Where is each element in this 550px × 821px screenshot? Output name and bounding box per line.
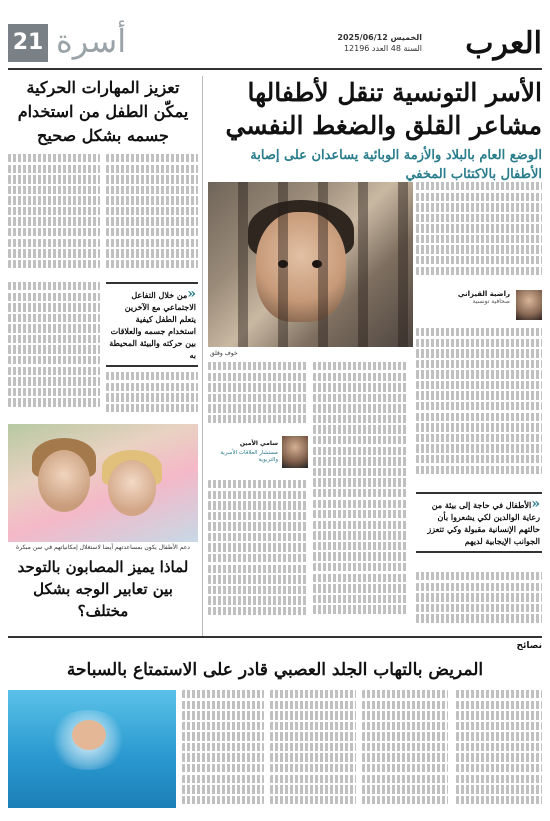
tips-bar — [8, 636, 542, 656]
expert-role: مستشار العلاقات الأسرية والتربوية — [220, 450, 278, 463]
expert-name: سامي الأمين — [239, 440, 278, 447]
left-article-title: تعزيز المهارات الحركية يمكّن الطفل من استخدام جسمه بشكل صحيح — [17, 78, 189, 145]
tips-text-col2 — [362, 690, 448, 808]
left-article-text-col1 — [106, 154, 198, 274]
left-article-text-col2 — [8, 154, 100, 274]
tips-text-col1 — [456, 690, 542, 808]
tips-title: المريض بالتهاب الجلد العصبي قادر على الاستمتاع بالسباحة — [66, 660, 484, 680]
main-article-photo — [208, 182, 413, 347]
issue-info — [337, 32, 422, 54]
author-photo — [516, 290, 542, 320]
left-article-2-text-col2 — [182, 690, 264, 808]
left-article-pull-quote: «من خلال التفاعل الاجتماعي مع الآخرين يتعلم الطفل كيفية استخدام جسمه والعلاقات بين حركته والبيئة المحيطة به — [106, 282, 198, 367]
main-article-text-col2 — [313, 362, 408, 632]
masthead-rule — [8, 68, 542, 70]
tips-photo-pool — [8, 690, 176, 808]
section-name: أسرة — [56, 22, 127, 60]
left-article-text-col1b — [106, 372, 198, 418]
left-article-photo — [8, 424, 198, 542]
expert-photo — [282, 436, 308, 468]
left-article-text-col2b — [8, 282, 100, 418]
main-article-text-intro — [416, 182, 542, 282]
issue-number: السنة 48 العدد 12196 — [343, 44, 422, 53]
main-article-subtitle: الوضع العام بالبلاد والأزمة الوبائية يساعدان على إصابة الأطفال بالاكتئاب المخفي — [250, 148, 542, 182]
main-article-pull-quote: «الأطفال في حاجة إلى بيئة من رعاية الوالدين لكي يشعروا بأن حالتهم الإنسانية مقبولة وكي تتعزز الجوانب الإيجابية لديهم — [416, 492, 542, 553]
tips-label: نصائح — [516, 641, 542, 651]
author-name: راضية القيزاني — [457, 290, 510, 298]
author-box — [416, 290, 542, 320]
column-divider — [202, 76, 203, 636]
author-role: صحافية تونسية — [472, 298, 510, 305]
left-article — [8, 76, 198, 148]
main-article-text-col1b — [416, 572, 542, 632]
main-article-col3 — [208, 362, 308, 632]
masthead — [8, 22, 542, 66]
left-article-2 — [8, 556, 198, 622]
left-photo-caption: دعم الأطفال يكون بمساعدتهم أيضا لاستغلال إمكانياتهم في سن مبكرة — [16, 544, 190, 551]
main-article-title: الأسر التونسية تنقل لأطفالها مشاعر القلق والضغط النفسي — [225, 78, 542, 140]
left-article-2-title: لماذا يميز المصابون بالتوحد بين تعابير الوجه بشكل مختلف؟ — [17, 558, 189, 620]
main-article-text-col1 — [416, 328, 542, 488]
page-number: 21 — [8, 24, 48, 62]
issue-date: الخميس 2025/06/12 — [337, 33, 422, 42]
tips-text-col3 — [270, 690, 356, 808]
expert-box — [208, 436, 308, 476]
main-photo-caption: خوف وقلق — [210, 350, 238, 357]
main-article-header — [217, 76, 542, 184]
newspaper-logo: العرب — [465, 26, 542, 61]
